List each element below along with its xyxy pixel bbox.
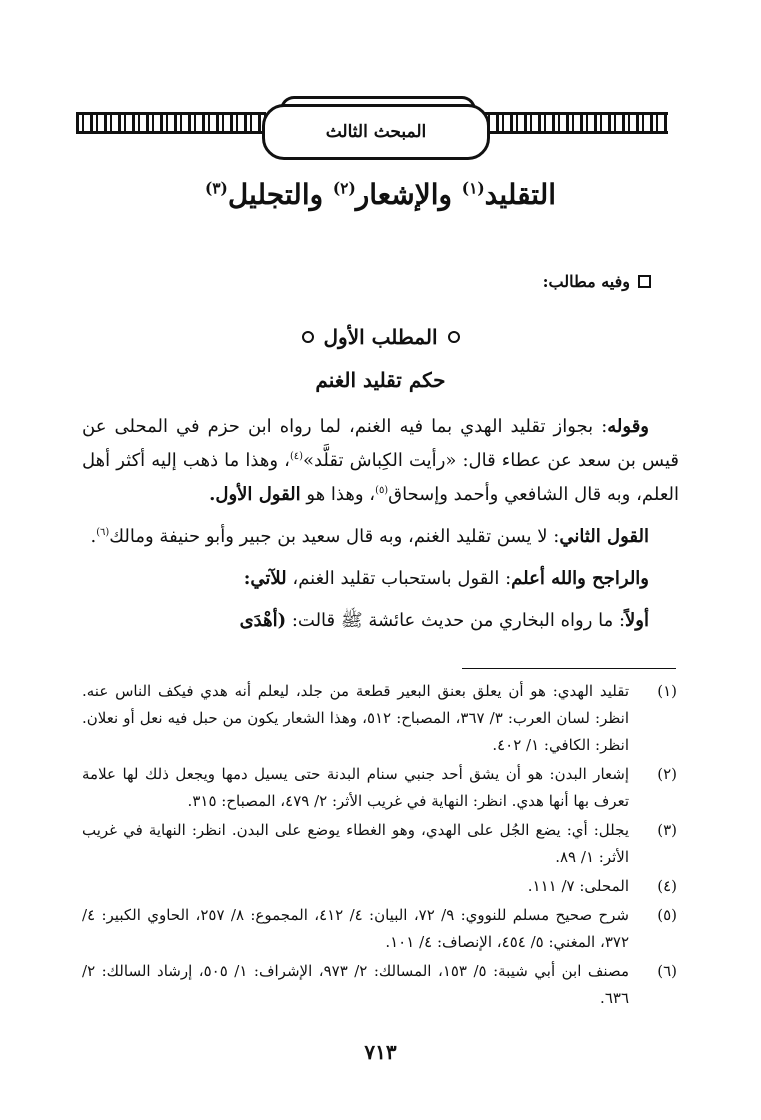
footnote: (٣) يجلل: أي: يضع الجُل على الهدي، وهو الغطاء يوضع على البدن. انظر: النهاية في غريب الأثر: ١/ ٨٩. — [82, 821, 677, 866]
section-cartouche — [262, 104, 490, 160]
footnote-ref: (٦) — [96, 527, 110, 538]
ornament-band-left — [76, 112, 266, 134]
honorific-glyph: ﷺ — [340, 610, 363, 631]
section-label: المبحث الثالث — [325, 122, 427, 142]
ornament-band-right — [482, 112, 668, 134]
footnote-divider — [462, 668, 676, 669]
footnote: (٥) شرح صحيح مسلم للنووي: ٩/ ٧٢، البيان: ٤/ ٤١٢، المجموع: ٨/ ٢٥٧، الحاوي الكبير: ٤/ ٣٧٢، المغني: ٥/ ٤٥٤، الإنصاف: ٤/ ١٠١. — [82, 906, 677, 951]
footnote-ref: (٣) — [204, 179, 228, 198]
section-heading: حكم تقليد الغنم — [315, 368, 446, 392]
page-number: ٧١٣ — [364, 1040, 397, 1064]
circle-bullet-icon — [302, 331, 314, 343]
circle-bullet-icon — [448, 331, 460, 343]
footnote-ref: (٢) — [332, 179, 356, 198]
paragraph: القول الثاني: لا يسن تقليد الغنم، وبه قال سعيد بن جبير وأبو حنيفة ومالك$^{(٦)}$. — [90, 526, 649, 547]
footnotes — [82, 678, 677, 1014]
footnote-ref: (٥) — [375, 485, 389, 496]
body-text — [82, 410, 679, 646]
footnote: (٢) إشعار البدن: هو أن يشق أحد جنبي سنام البدنة حتى يسيل دمها ويجعل ذلك لها علامة تعرف بها أنها هدي. انظر: النهاية في غريب الأثر: ٢/ ٤٧٩، المصباح: ٣١٥. — [82, 765, 677, 810]
paragraph: أولاً: ما رواه البخاري من حديث عائشة ﷺ قالت: (أهْدَى — [239, 610, 649, 631]
subsection-title: المطلب الأول — [0, 325, 761, 349]
footnote: (١) تقليد الهدي: هو أن يعلق بعنق البعير قطعة من جلد، ليعلم أنه هدي فيكف الناس عنه. انظر: لسان العرب: ٣/ ٣٦٧، المصباح: ٥١٢، وهذا الشعار يكون من حبل فيه نعل أو نعلان. انظر: الكافي: ١/ ٤٠٢. — [82, 682, 677, 754]
chapter-title: التقليد$^{(١)}$ والإشعار$^{(٢)}$ والتجليل$^{(٣)}$ — [204, 178, 557, 211]
footnote-ref: (٤) — [289, 451, 303, 462]
paragraph: وقوله: بجواز تقليد الهدي بما فيه الغنم، لما رواه ابن حزم في المحلى عن قيس بن سعد عن عطاء قال: «رأيت الكِباش تقلَّد»$^{(٤)}$، وهذا ما ذهب إليه أكثر أهل العلم، وبه قال الشافعي وأحمد وإسحاق$^{(٥)}$، وهذا هو القول الأول. — [82, 416, 679, 505]
paragraph: والراجح والله أعلم: القول باستحباب تقليد الغنم، للآتي: — [243, 568, 649, 589]
footnote-ref: (١) — [461, 179, 485, 198]
footnote: (٦) مصنف ابن أبي شيبة: ٥/ ١٥٣، المسالك: ٢/ ٩٧٣، الإشراف: ١/ ٥٠٥، إرشاد السالك: ٢/ ٦٣٦. — [82, 962, 677, 1007]
square-bullet-icon — [638, 275, 651, 288]
intro-line: وفيه مطالب: — [543, 272, 651, 291]
footnote: (٤) المحلى: ٧/ ١١١. — [527, 877, 677, 895]
